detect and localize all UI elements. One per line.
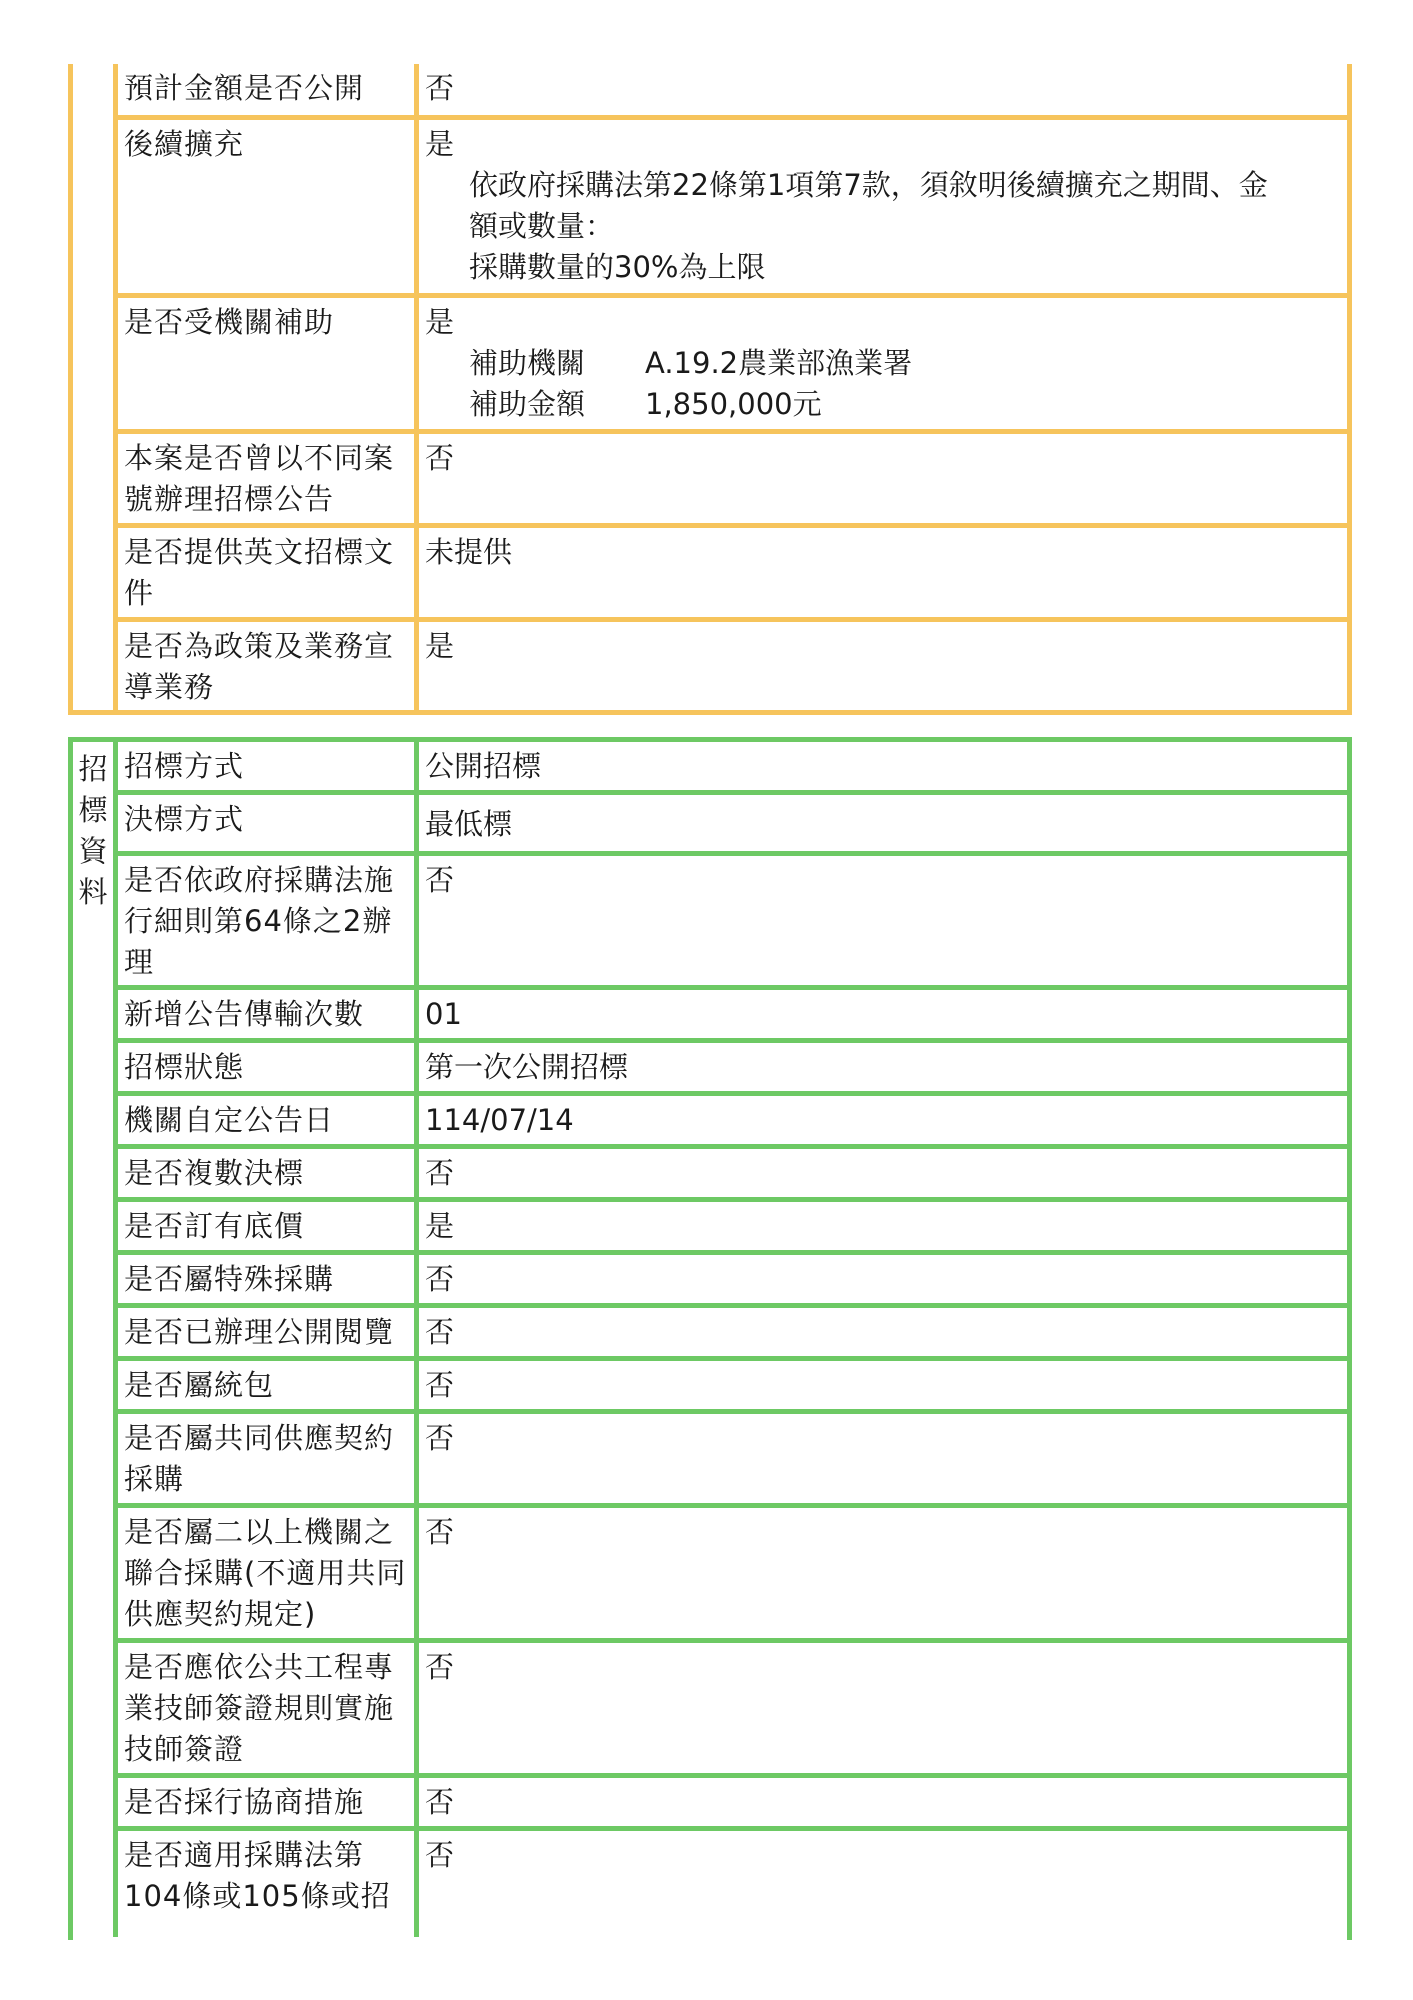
field-label: 是否採行協商措施 <box>113 1778 414 1826</box>
field-value: 是 <box>414 1202 1347 1250</box>
subsidy-amount-value: 1,850,000元 <box>645 387 822 421</box>
field-value: 否 <box>414 1778 1347 1826</box>
field-label: 是否訂有底價 <box>113 1202 414 1250</box>
detail-line: 額或數量： <box>469 209 615 243</box>
table-row <box>113 1414 1347 1508</box>
field-value: 是 <box>414 622 1347 710</box>
table-rows <box>113 64 1347 710</box>
table-row <box>113 990 1347 1043</box>
detail-line: 採購數量的30%為上限 <box>469 250 766 284</box>
table-row <box>113 64 1347 120</box>
table-row <box>113 1643 1347 1778</box>
field-value: 否 <box>414 1643 1347 1773</box>
budget-info-table <box>68 64 1352 715</box>
table-row <box>113 1508 1347 1643</box>
field-value: 否 <box>414 1361 1347 1409</box>
tender-info-table <box>68 737 1352 1940</box>
field-value-main: 是 <box>425 127 455 161</box>
subsidy-agency-label: 補助機關 <box>469 346 586 380</box>
field-label: 本案是否曾以不同案號辦理招標公告 <box>113 434 414 523</box>
subsidy-agency <box>425 343 1341 384</box>
table-row <box>113 434 1347 528</box>
field-value: 否 <box>414 1508 1347 1638</box>
table-row <box>113 1096 1347 1149</box>
subsidy-agency-value: A.19.2農業部漁業署 <box>645 346 913 380</box>
field-value: 最低標 <box>414 795 1347 851</box>
section-label-char: 標 <box>78 793 108 827</box>
table-row <box>113 622 1347 710</box>
table-row <box>113 856 1347 990</box>
detail-line: 依政府採購法第22條第1項第7款，須敘明後續擴充之期間、金 <box>469 168 1268 202</box>
table-row <box>113 120 1347 298</box>
field-label: 招標方式 <box>113 742 414 790</box>
table-row <box>113 1831 1347 1937</box>
field-value: 第一次公開招標 <box>414 1043 1347 1091</box>
field-value: 否 <box>414 1149 1347 1197</box>
table-rows <box>113 742 1347 1937</box>
section-label-char: 招 <box>78 752 108 786</box>
field-value: 否 <box>414 1831 1347 1937</box>
subsidy-amount <box>425 384 1341 425</box>
field-label: 是否屬特殊採購 <box>113 1255 414 1303</box>
section-label-char: 資 <box>78 834 108 868</box>
field-value-main: 是 <box>425 305 455 339</box>
field-value: 01 <box>414 990 1347 1038</box>
field-value: 公開招標 <box>414 742 1347 790</box>
field-value <box>414 298 1347 429</box>
field-label: 是否已辦理公開閱覽 <box>113 1308 414 1356</box>
field-value: 否 <box>414 64 1347 115</box>
field-label: 決標方式 <box>113 795 414 851</box>
field-label: 是否提供英文招標文件 <box>113 528 414 617</box>
field-value: 否 <box>414 1414 1347 1503</box>
table-row <box>113 1361 1347 1414</box>
field-label: 招標狀態 <box>113 1043 414 1091</box>
table-row <box>113 1308 1347 1361</box>
table-row <box>113 1778 1347 1831</box>
field-label: 是否屬統包 <box>113 1361 414 1409</box>
field-value <box>414 120 1347 293</box>
field-label: 是否複數決標 <box>113 1149 414 1197</box>
field-label: 是否為政策及業務宣導業務 <box>113 622 414 710</box>
field-value: 未提供 <box>414 528 1347 617</box>
field-value: 否 <box>414 434 1347 523</box>
section-label <box>73 737 113 1940</box>
table-row <box>113 795 1347 856</box>
field-label: 機關自定公告日 <box>113 1096 414 1144</box>
field-label: 預計金額是否公開 <box>113 64 414 115</box>
field-value: 114/07/14 <box>414 1096 1347 1144</box>
field-value: 否 <box>414 1308 1347 1356</box>
table-row <box>113 1043 1347 1096</box>
field-value: 否 <box>414 1255 1347 1303</box>
table-row <box>113 298 1347 434</box>
field-label: 是否應依公共工程專業技師簽證規則實施技師簽證 <box>113 1643 414 1773</box>
table-row <box>113 742 1347 795</box>
field-label: 新增公告傳輸次數 <box>113 990 414 1038</box>
table-row <box>113 1149 1347 1202</box>
field-label: 是否適用採購法第104條或105條或招 <box>113 1831 414 1937</box>
table-row <box>113 1202 1347 1255</box>
table-row <box>113 1255 1347 1308</box>
field-label: 是否屬二以上機關之聯合採購(不適用共同供應契約規定) <box>113 1508 414 1638</box>
field-value: 否 <box>414 856 1347 985</box>
field-label: 是否受機關補助 <box>113 298 414 429</box>
field-label: 後續擴充 <box>113 120 414 293</box>
table-row <box>113 528 1347 622</box>
subsidy-amount-label: 補助金額 <box>469 387 586 421</box>
field-label: 是否屬共同供應契約採購 <box>113 1414 414 1503</box>
field-label: 是否依政府採購法施行細則第64條之2辦理 <box>113 856 414 985</box>
section-label-char: 料 <box>78 875 108 909</box>
